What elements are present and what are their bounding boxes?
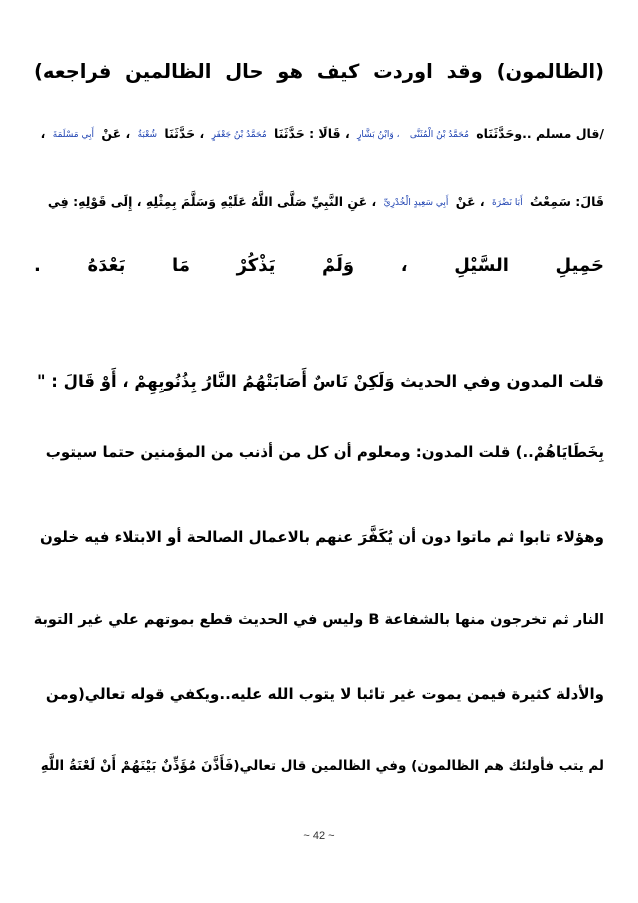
text-line-3 (34, 180, 604, 224)
line-3-text: ، عَنْ (455, 194, 485, 209)
text-line-10: لم يتب فأولئك هم الظالمون) وفي الظالمين قال تعالي(فَأَذَّنَ مُؤَذِّنٌ بَيْنَهُمْ أَنْ لَعْنَةُ اللَّهِ (40, 758, 604, 774)
narrator-link[interactable]: أَبِي سَعِيدٍ الْخُدْرِيِّ (383, 197, 449, 208)
narrator-link[interactable]: شُعْبَةُ (137, 129, 158, 140)
line-2-text: ، (40, 126, 46, 141)
page-number: ~ 42 ~ (303, 830, 335, 842)
line-2-text: ، حَدَّثَنَا (164, 126, 205, 141)
narrator-link[interactable]: مُحَمَّدُ بْنُ جَعْفَرٍ (211, 129, 267, 140)
text-line-7: وهؤلاء تابوا ثم ماتوا دون أن يُكَفَّرَ عنهم بالاعمال الصالحة أو الابتلاء فيه خلون (40, 528, 604, 546)
line-2-text: ، قَالَا : حَدَّثَنَا (274, 126, 350, 141)
text-line-9: والأدلة كثيرة فيمن يموت غير تائبا لا يتوب الله عليه..ويكفي قوله تعالي(ومن (45, 685, 604, 703)
line-3-lead: قَالَ: سَمِعْتُ (529, 194, 604, 209)
text-line-6: بِخَطَايَاهُمْ..) قلت المدون: ومعلوم أن كل من أذنب من المؤمنين حتما سيتوب (45, 443, 604, 461)
line-3-text: ، عَنِ النَّبِيِّ صَلَّى اللَّهُ عَلَيْهِ وَسَلَّمَ بِمِثْلِهِ ، إِلَى قَوْلِهِ: فِي (47, 194, 377, 209)
text-line-4: حَمِيلِ السَّيْلِ ، وَلَمْ يَذْكُرْ مَا بَعْدَهُ . (34, 255, 604, 276)
text-line-8: النار ثم تخرجون منها بالشفاعة B وليس في الحديث قطع بموتهم علي غير التوبة (34, 612, 604, 628)
text-line-5: قلت المدون وفي الحديث وَلَكِنْ نَاسٌ أَصَابَتْهُمُ النَّارُ بِذُنُوبِهِمْ ، أَوْ قَالَ : " (36, 372, 604, 391)
line-2-lead: /قال مسلم ..وحَدَّثَنَاه (476, 126, 604, 141)
text-line-2 (34, 112, 604, 156)
line-2-text: ، عَنْ (101, 126, 131, 141)
text-line-1: (الظالمون) وقد اوردت كيف هو حال الظالمين فراجعه) (34, 60, 604, 83)
narrator-link[interactable]: مُحَمَّدُ بْنُ الْمُثَنَّى (409, 129, 469, 140)
narrator-link[interactable]: أَبَا نَضْرَةَ (491, 197, 523, 208)
narrator-link[interactable]: أَبِي مَسْلَمَةَ (52, 129, 94, 140)
narrator-link[interactable]: ، وَابْنُ بَشَّارٍ (357, 129, 400, 140)
